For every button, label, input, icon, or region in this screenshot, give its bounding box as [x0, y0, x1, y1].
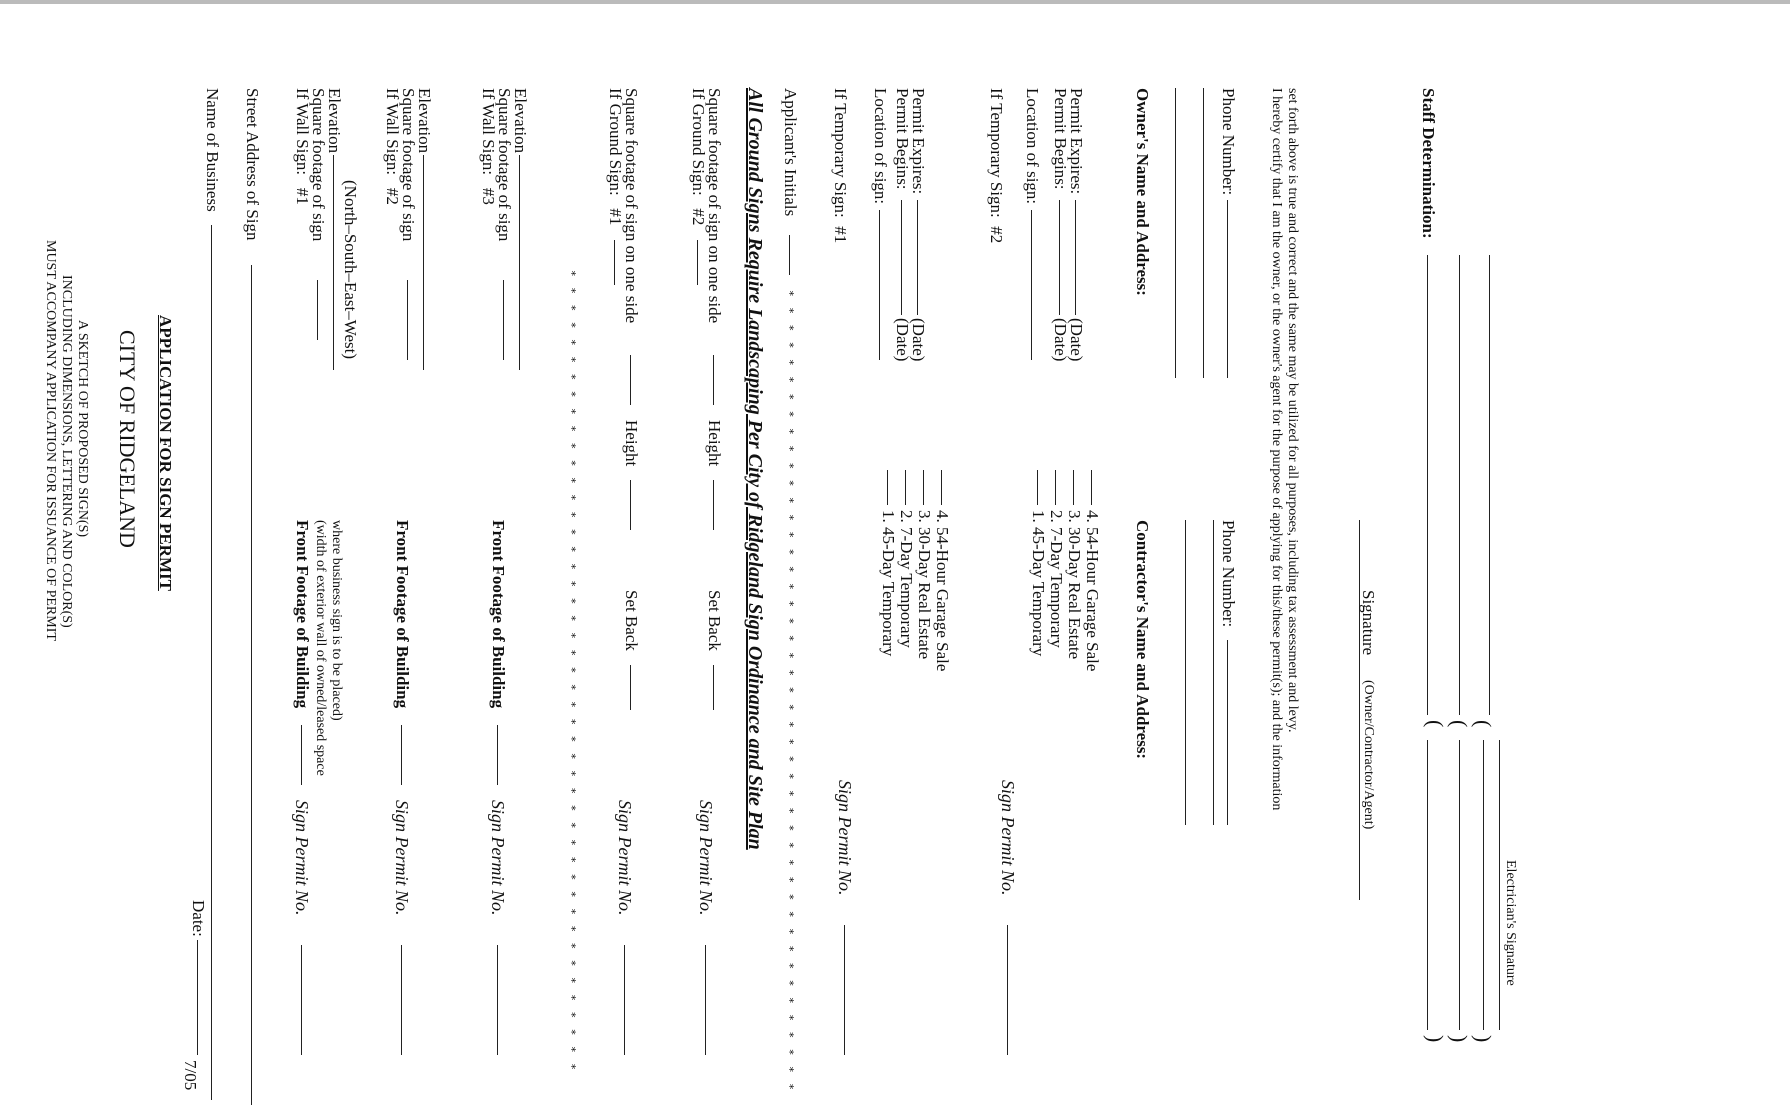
header-line-2: INCLUDING DIMENSIONS, LETTERING AND COLOR(S)	[59, 275, 74, 628]
header-line-3: MUST ACCOMPANY APPLICATION FOR ISSUANCE OF PERMIT	[43, 240, 58, 641]
version-label: 7/05	[181, 1060, 200, 1091]
wall-sign-2-sqft-label: Square footage of sign	[399, 88, 418, 242]
temp-sign-1-begins-field[interactable]	[901, 200, 902, 315]
owner-heading: Owner's Name and Address:	[1133, 88, 1152, 296]
temp-sign-2-begins-date-label: (Date)	[1051, 318, 1070, 362]
temp-sign-2-permit-field[interactable]	[1007, 925, 1008, 1055]
temp-2-option-4-check[interactable]	[1091, 470, 1092, 505]
staff-line-1[interactable]	[1427, 255, 1428, 715]
front-footage-note-2: where business sign is to be placed)	[329, 520, 344, 721]
date-field[interactable]	[197, 940, 198, 1055]
electrician-signature-field[interactable]	[1499, 740, 1500, 1030]
temp-1-option-2: 2. 7-Day Temporary	[897, 510, 916, 648]
owner-phone-field[interactable]	[1227, 200, 1228, 378]
certification-line-2: set forth above is true and correct and the same may be utilized for all purposes, including tax assessment and levy.	[1285, 88, 1300, 733]
certification-line-1: I hereby certify that I am the owner, or the owner's agent for the purpose of applying for this/these permit(s); and the information	[1269, 88, 1284, 811]
business-name-field[interactable]	[211, 225, 212, 1100]
temp-sign-2-begins-label: Permit Begins:	[1051, 88, 1070, 190]
wall-sign-2-sqft-field[interactable]	[407, 280, 408, 360]
temp-sign-1-expires-label: Permit Expires:	[909, 88, 928, 195]
temp-sign-1-location-field[interactable]	[879, 210, 880, 360]
ground-sign-1-height-field[interactable]	[630, 480, 631, 530]
temp-sign-1-expires-field[interactable]	[917, 200, 918, 315]
temp-sign-1-expires-date-label: (Date)	[909, 318, 928, 362]
form-title: APPLICATION FOR SIGN PERMIT	[156, 315, 175, 591]
owner-phone-label: Phone Number:	[1219, 88, 1238, 196]
wall-sign-2-permit-field[interactable]	[401, 945, 402, 1055]
ground-sign-1-permit-field[interactable]	[624, 945, 625, 1055]
wall-sign-1-label: If Wall Sign: #1	[293, 88, 312, 205]
contractor-heading: Contractor's Name and Address:	[1133, 520, 1152, 760]
bracket-right-1: )	[1423, 1035, 1448, 1043]
wall-sign-3-permit-label: Sign Permit No.	[488, 800, 508, 916]
ground-sign-1-label: If Ground Sign: #1	[606, 88, 625, 226]
staff-line-4[interactable]	[1427, 740, 1428, 1030]
ground-sign-2-setback-label: Set Back	[705, 590, 724, 651]
wall-sign-1-elevation-label: Elevation	[325, 88, 344, 154]
separator-stars-1: * * * * * * * * * * * * * * * * * * * * * * * * * * * * * * * * * * * * * * * * * * * * * * *	[565, 270, 578, 1072]
temp-2-option-2: 2. 7-Day Temporary	[1047, 510, 1066, 648]
applicant-initials-field[interactable]	[789, 235, 790, 275]
header-line-1: A SKETCH OF PROPOSED SIGN(S)	[75, 320, 90, 538]
wall-sign-3-front-footage-label: Front Footage of Building	[489, 520, 508, 709]
staff-line-6[interactable]	[1483, 740, 1484, 1030]
wall-sign-1-sqft-label: Square footage of sign	[309, 88, 328, 242]
temp-2-option-3: 3. 30-Day Real Estate	[1065, 510, 1084, 660]
name-of-business-label: Name of Business	[203, 88, 222, 212]
ground-sign-1-sqft-label: Square footage of sign on one side	[622, 88, 641, 324]
temp-sign-2-expires-date-label: (Date)	[1067, 318, 1086, 362]
electrician-signature-label: Electrician's Signature	[1503, 860, 1518, 986]
wall-sign-1-front-footage-field[interactable]	[301, 725, 302, 785]
front-footage-note-1: (width of exterior wall of owned/leased space	[313, 520, 328, 776]
temp-2-option-3-check[interactable]	[1073, 470, 1074, 505]
wall-sign-3-elevation-label: Elevation	[511, 88, 530, 154]
bracket-right-2: )	[1447, 1035, 1472, 1043]
bracket-left-1: (	[1423, 720, 1448, 728]
wall-sign-1-sqft-field[interactable]	[317, 280, 318, 340]
temp-sign-1-permit-field[interactable]	[844, 925, 845, 1055]
bracket-right-3: )	[1471, 1035, 1496, 1043]
ground-sign-2-sqft-field[interactable]	[713, 355, 714, 405]
wall-sign-1-permit-label: Sign Permit No.	[292, 800, 312, 916]
temp-1-option-4-check[interactable]	[941, 470, 942, 505]
contractor-line-2[interactable]	[1213, 520, 1214, 825]
ground-sign-1-field[interactable]	[614, 240, 615, 285]
temp-sign-2-location-field[interactable]	[1031, 210, 1032, 360]
bracket-left-2: (	[1447, 720, 1472, 728]
ground-sign-2-field[interactable]	[697, 240, 698, 285]
street-address-field[interactable]	[251, 265, 252, 1105]
temp-2-option-4: 4. 54-Hour Garage Sale	[1083, 510, 1102, 672]
street-address-label: Street Address of Sign	[243, 88, 262, 241]
wall-sign-3-sqft-label: Square footage of sign	[495, 88, 514, 242]
ground-sign-1-setback-field[interactable]	[630, 665, 631, 710]
landscaping-notice: All Ground Signs Require Landscaping Per City of Ridgeland Sign Ordinance and Site Plan	[744, 88, 766, 850]
owner-line-2[interactable]	[1203, 88, 1204, 378]
ground-sign-1-setback-label: Set Back	[622, 590, 641, 651]
temp-sign-1-begins-label: Permit Begins:	[893, 88, 912, 190]
wall-sign-3-front-footage-field[interactable]	[497, 725, 498, 785]
temp-2-option-1: 1. 45-Day Temporary	[1029, 510, 1048, 657]
ground-sign-2-height-label: Height	[705, 420, 724, 467]
wall-sign-1-front-footage-label: Front Footage of Building	[293, 520, 312, 709]
ground-sign-2-permit-field[interactable]	[705, 945, 706, 1055]
wall-sign-2-front-footage-field[interactable]	[401, 725, 402, 785]
wall-sign-2-front-footage-label: Front Footage of Building	[393, 520, 412, 709]
temp-sign-1-permit-label: Sign Permit No.	[835, 780, 855, 896]
separator-stars-2: * * * * * * * * * * * * * * * * * * * * * * * * * * * * * * * * * * * * * * * * * * * * * * *	[783, 290, 796, 1092]
ground-sign-1-height-label: Height	[622, 420, 641, 467]
temp-1-option-2-check[interactable]	[905, 470, 906, 505]
applicant-initials-label: Applicant's Initials	[781, 88, 800, 217]
wall-sign-2-elevation-field[interactable]	[423, 155, 424, 370]
ground-sign-2-height-field[interactable]	[713, 480, 714, 530]
wall-sign-2-permit-label: Sign Permit No.	[392, 800, 412, 916]
temp-1-option-1-check[interactable]	[887, 470, 888, 505]
ground-sign-2-sqft-label: Square footage of sign on one side	[705, 88, 724, 324]
signature-label: Signature	[1359, 590, 1378, 656]
temp-1-option-1: 1. 45-Day Temporary	[879, 510, 898, 657]
ground-sign-2-permit-label: Sign Permit No.	[696, 800, 716, 916]
staff-line-2[interactable]	[1459, 255, 1460, 715]
wall-sign-3-sqft-field[interactable]	[503, 280, 504, 360]
temp-sign-2-expires-field[interactable]	[1075, 200, 1076, 315]
wall-sign-1-elevation-field[interactable]	[333, 155, 334, 370]
temp-sign-1-location-label: Location of sign:	[871, 88, 890, 205]
staff-line-3[interactable]	[1489, 255, 1490, 715]
temp-sign-2-permit-label: Sign Permit No.	[998, 780, 1018, 896]
ground-sign-1-permit-label: Sign Permit No.	[615, 800, 635, 916]
wall-sign-2-label: If Wall Sign: #2	[383, 88, 402, 205]
wall-sign-2-elevation-label: Elevation	[415, 88, 434, 154]
temp-sign-2-begins-field[interactable]	[1059, 200, 1060, 315]
wall-sign-3-elevation-field[interactable]	[519, 155, 520, 370]
owner-line-1[interactable]	[1175, 88, 1176, 378]
ground-sign-1-sqft-field[interactable]	[630, 355, 631, 405]
direction-hint: (North–South–East–West)	[341, 180, 360, 359]
wall-sign-1-permit-field[interactable]	[301, 945, 302, 1055]
temp-sign-2-expires-label: Permit Expires:	[1067, 88, 1086, 195]
temp-sign-1-label: If Temporary Sign: #1	[831, 88, 850, 244]
ground-sign-2-setback-field[interactable]	[713, 665, 714, 710]
temp-1-option-3: 3. 30-Day Real Estate	[915, 510, 934, 660]
ground-sign-2-label: If Ground Sign: #2	[689, 88, 708, 226]
signature-role-label: (Owner/Contractor/Agent)	[1361, 680, 1376, 830]
contractor-line-1[interactable]	[1185, 520, 1186, 825]
temp-sign-1-begins-date-label: (Date)	[893, 318, 912, 362]
date-label: Date:	[189, 900, 208, 937]
temp-2-option-1-check[interactable]	[1037, 470, 1038, 505]
staff-determination-label: Staff Determination:	[1419, 88, 1438, 239]
temp-sign-2-label: If Temporary Sign: #2	[987, 88, 1006, 244]
contractor-phone-field[interactable]	[1227, 640, 1228, 825]
wall-sign-3-permit-field[interactable]	[497, 945, 498, 1055]
city-name: CITY OF RIDGELAND	[115, 330, 140, 548]
bracket-left-3: (	[1471, 720, 1496, 728]
contractor-phone-label: Phone Number:	[1219, 520, 1238, 628]
temp-2-option-2-check[interactable]	[1055, 470, 1056, 505]
wall-sign-3-label: If Wall Sign: #3	[479, 88, 498, 205]
temp-1-option-3-check[interactable]	[923, 470, 924, 505]
temp-1-option-4: 4. 54-Hour Garage Sale	[933, 510, 952, 672]
temp-sign-2-location-label: Location of sign:	[1023, 88, 1042, 205]
staff-line-5[interactable]	[1459, 740, 1460, 1030]
